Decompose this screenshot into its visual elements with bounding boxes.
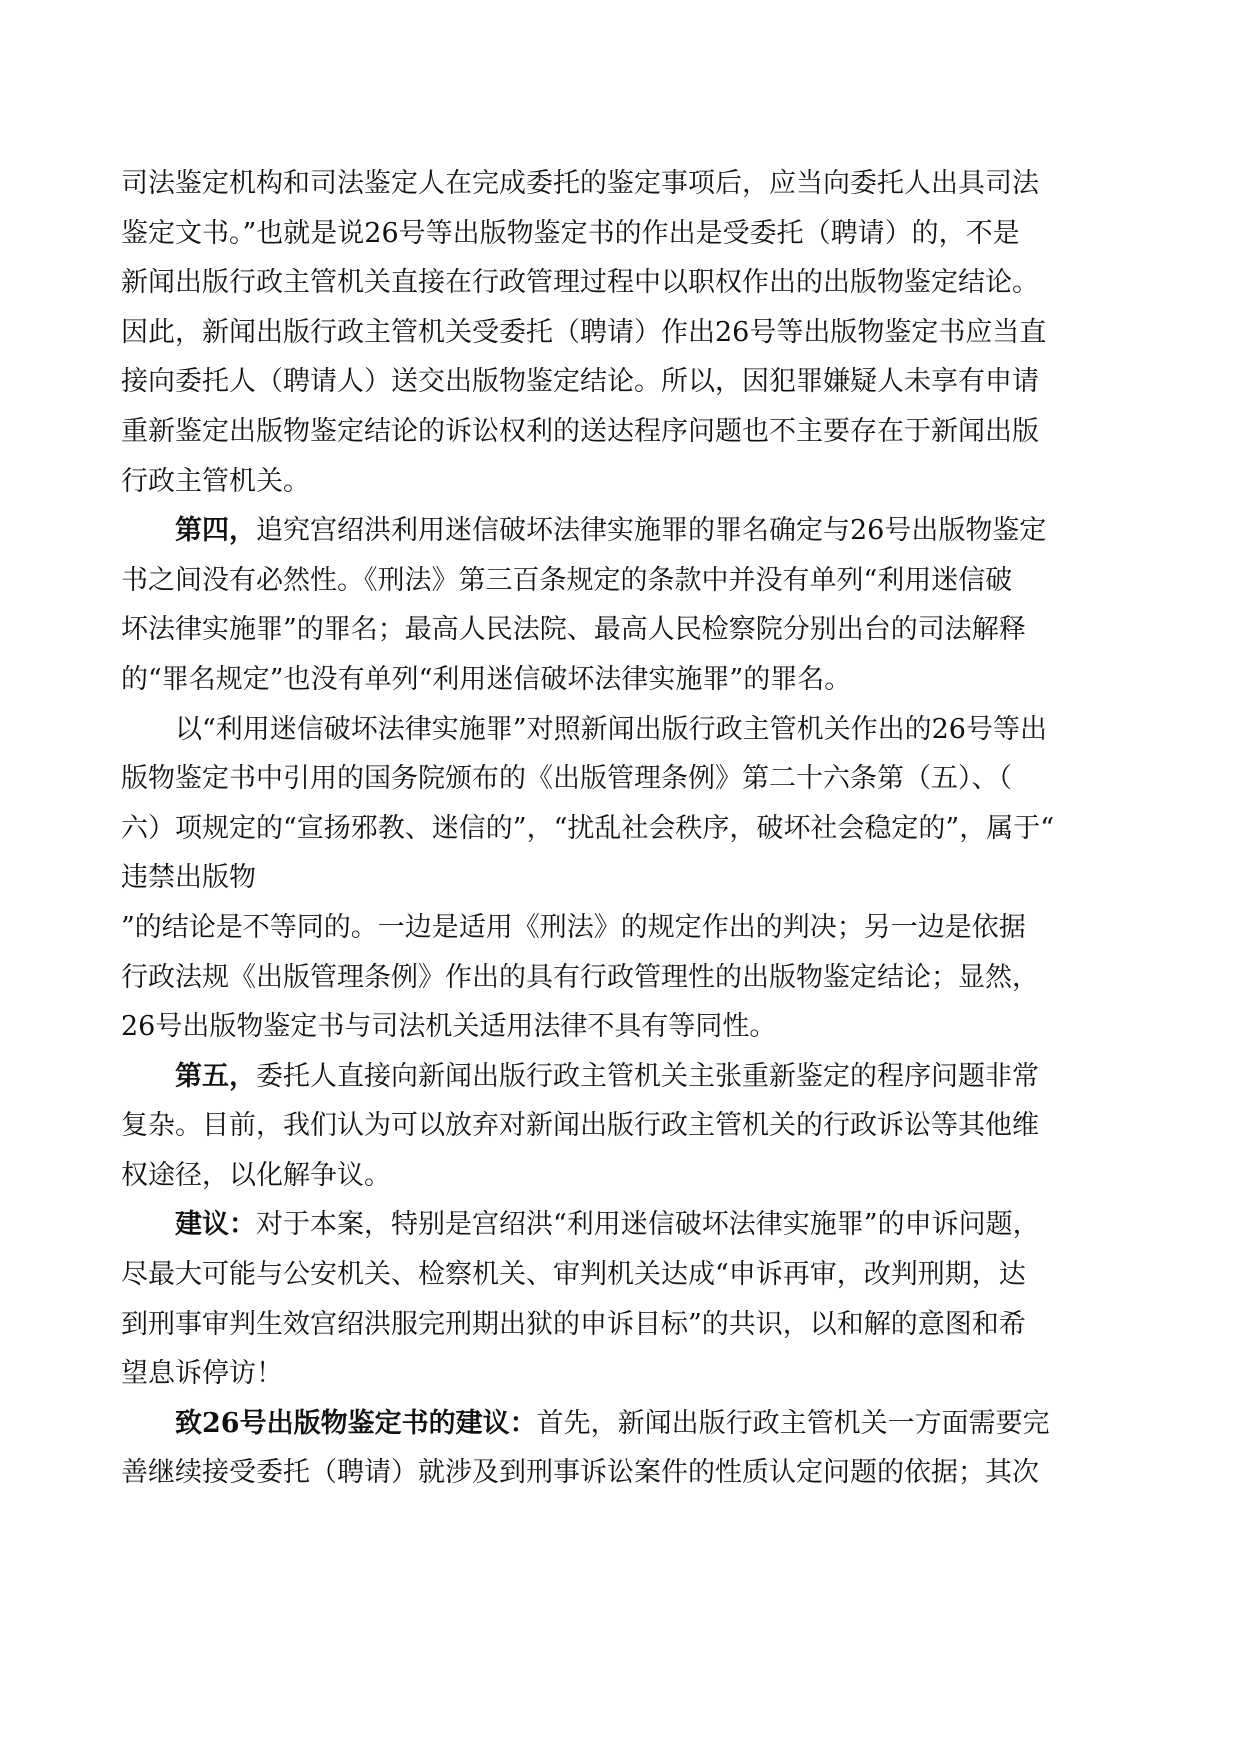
text-line [121, 506, 1121, 556]
text-line: 新闻出版行政主管机关直接在行政管理过程中以职权作出的出版物鉴定结论。 [121, 267, 1039, 299]
paragraph-4 [121, 1052, 1121, 1201]
paragraph-lead: 第五， [175, 1060, 256, 1092]
document-body [121, 159, 1121, 1498]
text-line: 书之间没有必然性。《刑法》第三百条规定的条款中并没有单列“利用迷信破 [121, 564, 1013, 596]
text-line: 行政法规《出版管理条例》作出的具有行政管理性的出版物鉴定结论；显然， [121, 961, 1039, 993]
text-line: 违禁出版物 [121, 862, 256, 894]
paragraph-5 [121, 1200, 1121, 1398]
text-line: 望息诉停访！ [121, 1358, 283, 1390]
text-line: 重新鉴定出版物鉴定结论的诉讼权利的送达程序问题也不主要存在于新闻出版 [121, 415, 1039, 447]
text-run: 首先，新闻出版行政主管机关一方面需要完 [536, 1407, 1050, 1439]
text-run: 对于本案，特别是宫绍洪“利用迷信破坏法律实施罪”的申诉问题， [256, 1209, 1040, 1241]
text-line: 坏法律实施罪”的罪名；最高人民法院、最高人民检察院分别出台的司法解释 [121, 614, 1026, 646]
text-line: 的“罪名规定”也没有单列“利用迷信破坏法律实施罪”的罪名。 [121, 663, 852, 695]
paragraph-6 [121, 1399, 1121, 1498]
paragraph-1 [121, 159, 1121, 506]
text-line: 接向委托人（聘请人）送交出版物鉴定结论。所以，因犯罪嫌疑人未享有申请 [121, 366, 1039, 398]
paragraph-lead: 致26号出版物鉴定书的建议： [175, 1407, 537, 1439]
text-line [121, 1052, 1121, 1102]
text-line: 六）项规定的“宣扬邪教、迷信的”，“扰乱社会秩序，破坏社会稳定的”，属于“ [121, 812, 1055, 844]
text-line [121, 1200, 1121, 1250]
text-line: 复杂。目前，我们认为可以放弃对新闻出版行政主管机关的行政诉讼等其他维 [121, 1110, 1039, 1142]
text-line: 尽最大可能与公安机关、检察机关、审判机关达成“申诉再审，改判刑期，达 [121, 1259, 1026, 1291]
text-line [121, 1399, 1121, 1449]
text-run: 追究宫绍洪利用迷信破坏法律实施罪的罪名确定与26号出版物鉴定 [256, 515, 1047, 547]
text-line: 行政主管机关。 [121, 465, 310, 497]
paragraph-2 [121, 506, 1121, 704]
paragraph-3 [121, 705, 1121, 1052]
text-line: 26号出版物鉴定书与司法机关适用法律不具有等同性。 [121, 1011, 777, 1043]
text-line: 权途径，以化解争议。 [121, 1159, 391, 1191]
paragraph-lead: 第四， [175, 515, 256, 547]
text-line: ”的结论是不等同的。一边是适用《刑法》的规定作出的判决；另一边是依据 [121, 911, 1026, 943]
text-line: 因此，新闻出版行政主管机关受委托（聘请）作出26号等出版物鉴定书应当直 [121, 316, 1047, 348]
text-line: 善继续接受委托（聘请）就涉及到刑事诉讼案件的性质认定问题的依据；其次 [121, 1457, 1039, 1489]
text-run: 委托人直接向新闻出版行政主管机关主张重新鉴定的程序问题非常 [256, 1060, 1039, 1092]
text-line: 司法鉴定机构和司法鉴定人在完成委托的鉴定事项后，应当向委托人出具司法 [121, 168, 1039, 199]
text-line: 鉴定文书。”也就是说26号等出版物鉴定书的作出是受委托（聘请）的，不是 [121, 217, 1020, 249]
text-line: 版物鉴定书中引用的国务院颁布的《出版管理条例》第二十六条第（五）、（ [121, 763, 1012, 795]
text-line: 以“利用迷信破坏法律实施罪”对照新闻出版行政主管机关作出的26号等出 [175, 713, 1047, 745]
paragraph-lead: 建议： [175, 1209, 256, 1241]
text-line: 到刑事审判生效宫绍洪服完刑期出狱的申诉目标”的共识，以和解的意图和希 [121, 1308, 1026, 1340]
